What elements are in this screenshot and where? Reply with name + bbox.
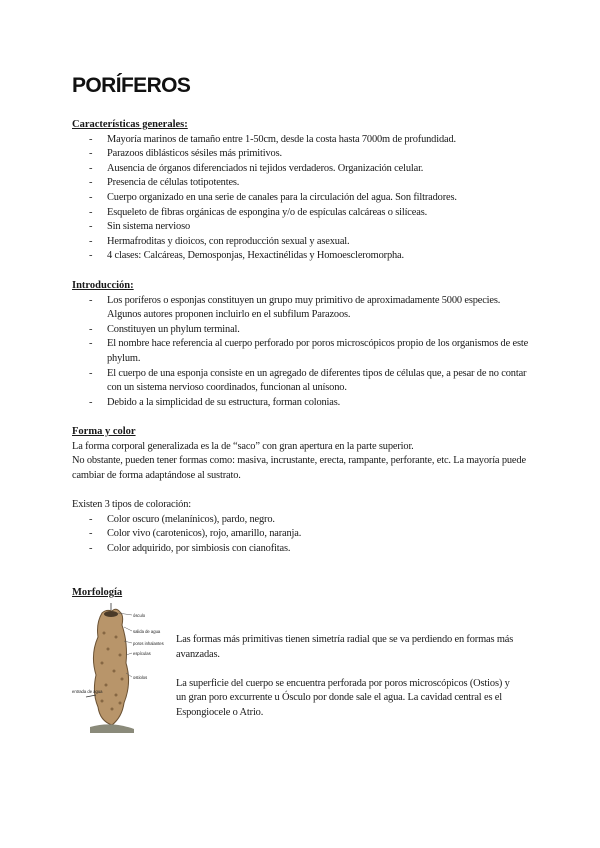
list-item: - Color vivo (carotenicos), rojo, amarillo, naranja.	[72, 527, 532, 542]
sponge-body-shape	[93, 609, 128, 725]
section-heading: Introducción:	[72, 280, 134, 291]
paragraph: No obstante, pueden tener formas como: masiva, incrustante, erecta, rampante, perforante, etc. La mayoría puede cambiar de forma adaptándose al sustrato.	[72, 455, 526, 481]
label-espiculas: espículas	[133, 651, 151, 656]
label-ostiolos: ostiolos	[133, 675, 148, 680]
section-heading: Características generales:	[72, 119, 188, 130]
list-item: - Debido a la simplicidad de su estructura, forman colonias.	[72, 396, 532, 411]
substrate-shape	[90, 724, 134, 733]
section-morfologia	[72, 586, 532, 601]
list-item: - Color oscuro (melanínicos), pardo, negro.	[72, 513, 532, 528]
list-item: - Color adquirido, por simbiosis con cianofitas.	[72, 542, 532, 557]
list-item: - Ausencia de órganos diferenciados ni tejidos verdaderos. Organización celular.	[72, 162, 532, 177]
section-introduccion	[72, 279, 532, 410]
paragraph: Las formas más primitivas tienen simetría radial que se va perdiendo en formas más avanzadas.	[176, 634, 514, 660]
introduction-list	[72, 294, 532, 411]
list-item: - Constituyen un phylum terminal.	[72, 323, 532, 338]
paragraph: La superficie del cuerpo se encuentra perforada por poros microscópicos (Ostios) y un gran poro excurrente u Ósculo por donde sale el agua. La cavidad central es el Espongiocele o Atrio.	[176, 677, 510, 718]
list-item: - Hermafroditas y dioicos, con reproducción sexual y asexual.	[72, 235, 532, 250]
paragraph: La forma corporal generalizada es la de “saco” con gran apertura en la parte superior.	[72, 440, 414, 452]
characteristics-list	[72, 133, 532, 264]
morphology-text	[176, 633, 516, 721]
list-item: - El nombre hace referencia al cuerpo perforado por poros microscópicos propio de los organismos de este phylum.	[72, 337, 532, 366]
list-item: - Presencia de células totipotentes.	[72, 176, 532, 191]
list-item: - El cuerpo de una esponja consiste en un agregado de diferentes tipos de células que, a pesar de no contar con un sistema nervioso coordinados, funcionan al unísono.	[72, 367, 532, 396]
coloration-list	[72, 513, 532, 557]
list-item: - Cuerpo organizado en una serie de canales para la circulación del agua. Son filtradores.	[72, 191, 532, 206]
label-poros: poros inhalantes	[133, 641, 164, 646]
label-osculo: ósculo	[133, 613, 146, 618]
section-caracteristicas	[72, 118, 532, 264]
label-salida: salida de agua	[133, 629, 161, 634]
page-title: PORÍFEROS	[72, 74, 191, 97]
list-item: - Sin sistema nervioso	[72, 220, 532, 235]
list-item: - 4 clases: Calcáreas, Demosponjas, Hexactinélidas y Homoescleromorpha.	[72, 249, 532, 264]
osculum-shape	[104, 611, 118, 617]
section-heading: Forma y color	[72, 426, 136, 437]
paragraph: Existen 3 tipos de coloración:	[72, 498, 192, 510]
section-heading: Morfología	[72, 587, 123, 598]
sponge-illustration	[72, 603, 170, 733]
label-entrada: entrada de agua	[72, 689, 103, 694]
list-item: - Parazoos diblásticos sésiles más primitivos.	[72, 147, 532, 162]
list-item: - Esqueleto de fibras orgánicas de espongina y/o de espículas calcáreas o silíceas.	[72, 206, 532, 221]
list-item: - Mayoría marinos de tamaño entre 1-50cm, desde la costa hasta 7000m de profundidad.	[72, 133, 532, 148]
list-item: - Los poríferos o esponjas constituyen un grupo muy primitivo de aproximadamente 5000 especies. Algunos autores proponen incluirlo en el subfilum Parazoos.	[72, 294, 532, 323]
section-forma-color	[72, 425, 532, 556]
